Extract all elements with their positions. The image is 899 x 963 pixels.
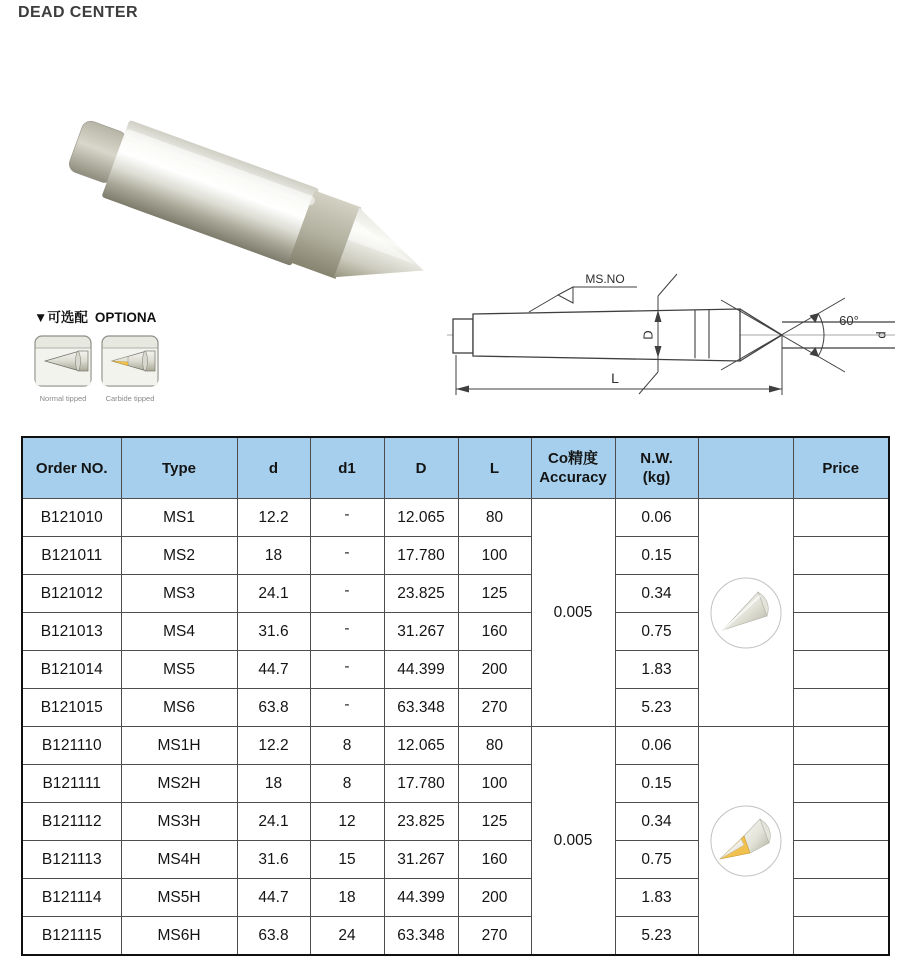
point-diameter-label: d: [873, 331, 889, 339]
cell-D: 23.825: [384, 575, 458, 613]
cell-type: MS4: [121, 613, 237, 651]
cell-L: 270: [458, 917, 531, 956]
length-label: L: [611, 370, 619, 386]
cell-nw: 1.83: [615, 651, 698, 689]
cell-nw: 0.15: [615, 537, 698, 575]
cell-order_no: B121111: [22, 765, 121, 803]
optional-heading: [34, 306, 234, 326]
technical-drawing: [445, 262, 899, 404]
cell-type: MS6: [121, 689, 237, 727]
cell-nw: 1.83: [615, 879, 698, 917]
cell-d1: 15: [310, 841, 384, 879]
cell-D: 31.267: [384, 841, 458, 879]
cell-L: 200: [458, 651, 531, 689]
cell-price: [793, 575, 889, 613]
cell-D: 63.348: [384, 689, 458, 727]
carbide-tip-photo: [708, 803, 784, 879]
normal-tipped-cone-icon: [34, 335, 92, 387]
angle-label: 60°: [839, 313, 859, 328]
cell-nw: 0.34: [615, 803, 698, 841]
cell-d1: -: [310, 689, 384, 727]
cell-L: 160: [458, 841, 531, 879]
cell-d: 31.6: [237, 613, 310, 651]
ms-no-label: MS.NO: [585, 272, 625, 286]
cell-accuracy-merged: 0.005: [531, 727, 615, 956]
cell-d1: -: [310, 537, 384, 575]
cell-d1: 18: [310, 879, 384, 917]
dimension-drawing-image: [445, 262, 899, 404]
cell-type: MS5H: [121, 879, 237, 917]
cell-type: MS5: [121, 651, 237, 689]
dead-center-photo-image: [38, 56, 458, 306]
col-header-photo: [698, 437, 793, 499]
cell-D: 17.780: [384, 765, 458, 803]
carbide-tipped-caption: Carbide tipped: [105, 394, 155, 403]
cell-price: [793, 727, 889, 765]
optional-heading-en: OPTIONA: [94, 310, 157, 325]
optional-section: [34, 306, 234, 403]
cell-d: 18: [237, 537, 310, 575]
cell-d: 44.7: [237, 879, 310, 917]
cell-type: MS1H: [121, 727, 237, 765]
header-row: [22, 437, 889, 499]
cell-price: [793, 841, 889, 879]
cell-price: [793, 917, 889, 956]
cell-type: MS2: [121, 537, 237, 575]
cell-order_no: B121011: [22, 537, 121, 575]
cell-L: 160: [458, 613, 531, 651]
cell-d1: -: [310, 613, 384, 651]
cell-d: 12.2: [237, 499, 310, 537]
cell-D: 31.267: [384, 613, 458, 651]
cell-order_no: B121112: [22, 803, 121, 841]
cell-L: 125: [458, 803, 531, 841]
cell-L: 100: [458, 765, 531, 803]
cell-d1: -: [310, 499, 384, 537]
cell-type: MS3H: [121, 803, 237, 841]
cell-nw: 0.15: [615, 765, 698, 803]
col-header-accuracy: Co精度 Accuracy: [531, 437, 615, 499]
cell-L: 80: [458, 727, 531, 765]
cell-d: 24.1: [237, 803, 310, 841]
cell-order_no: B121013: [22, 613, 121, 651]
cell-price: [793, 689, 889, 727]
cell-D: 44.399: [384, 651, 458, 689]
cell-nw: 5.23: [615, 917, 698, 956]
cell-d1: -: [310, 651, 384, 689]
cell-type: MS3: [121, 575, 237, 613]
normal-tip-photo: [708, 575, 784, 651]
cell-d: 44.7: [237, 651, 310, 689]
taper-diameter-label: D: [640, 330, 656, 340]
table-row: [22, 727, 889, 765]
cell-nw: 0.06: [615, 727, 698, 765]
cell-order_no: B121014: [22, 651, 121, 689]
cell-price: [793, 613, 889, 651]
cell-nw: 0.75: [615, 841, 698, 879]
cell-D: 23.825: [384, 803, 458, 841]
cell-D: 63.348: [384, 917, 458, 956]
cell-d1: 12: [310, 803, 384, 841]
cell-d: 63.8: [237, 689, 310, 727]
optional-thumb-normal: [34, 335, 92, 403]
cell-nw: 0.34: [615, 575, 698, 613]
cell-type: MS1: [121, 499, 237, 537]
cell-D: 44.399: [384, 879, 458, 917]
optional-heading-cn: ▼可选配: [34, 310, 88, 325]
normal-tipped-caption: Normal tipped: [39, 394, 87, 403]
carbide-tipped-cone-icon: [101, 335, 159, 387]
cell-nw: 0.06: [615, 499, 698, 537]
col-header-nw: N.W. (kg): [615, 437, 698, 499]
cell-L: 80: [458, 499, 531, 537]
cell-price: [793, 803, 889, 841]
cell-order_no: B121010: [22, 499, 121, 537]
cell-d1: 8: [310, 727, 384, 765]
cell-order_no: B121114: [22, 879, 121, 917]
col-header-D: D: [384, 437, 458, 499]
cell-L: 125: [458, 575, 531, 613]
cell-product-photo: [698, 727, 793, 956]
cell-order_no: B121012: [22, 575, 121, 613]
cell-d1: 8: [310, 765, 384, 803]
cell-L: 200: [458, 879, 531, 917]
spec-table: [21, 436, 890, 956]
cell-d: 18: [237, 765, 310, 803]
cell-L: 100: [458, 537, 531, 575]
cell-nw: 5.23: [615, 689, 698, 727]
cell-d: 24.1: [237, 575, 310, 613]
col-header-d: d: [237, 437, 310, 499]
cell-d: 12.2: [237, 727, 310, 765]
cell-L: 270: [458, 689, 531, 727]
col-header-price: Price: [793, 437, 889, 499]
col-header-d1: d1: [310, 437, 384, 499]
cell-type: MS6H: [121, 917, 237, 956]
cell-d: 31.6: [237, 841, 310, 879]
cell-type: MS4H: [121, 841, 237, 879]
page-title: DEAD CENTER: [18, 4, 138, 21]
cell-price: [793, 765, 889, 803]
cell-d1: 24: [310, 917, 384, 956]
cell-order_no: B121115: [22, 917, 121, 956]
col-header-order_no: Order NO.: [22, 437, 121, 499]
optional-thumbs: [34, 335, 234, 403]
col-header-L: L: [458, 437, 531, 499]
cell-order_no: B121015: [22, 689, 121, 727]
cell-accuracy-merged: 0.005: [531, 499, 615, 727]
cell-d1: -: [310, 575, 384, 613]
col-header-type: Type: [121, 437, 237, 499]
cell-type: MS2H: [121, 765, 237, 803]
cell-product-photo: [698, 499, 793, 727]
table-row: [22, 499, 889, 537]
cell-price: [793, 537, 889, 575]
cell-order_no: B121110: [22, 727, 121, 765]
cell-D: 17.780: [384, 537, 458, 575]
cell-price: [793, 651, 889, 689]
optional-thumb-carbide: [101, 335, 159, 403]
product-photo: [38, 56, 458, 306]
cell-price: [793, 499, 889, 537]
cell-d: 63.8: [237, 917, 310, 956]
cell-D: 12.065: [384, 727, 458, 765]
cell-D: 12.065: [384, 499, 458, 537]
cell-nw: 0.75: [615, 613, 698, 651]
cell-price: [793, 879, 889, 917]
cell-order_no: B121113: [22, 841, 121, 879]
